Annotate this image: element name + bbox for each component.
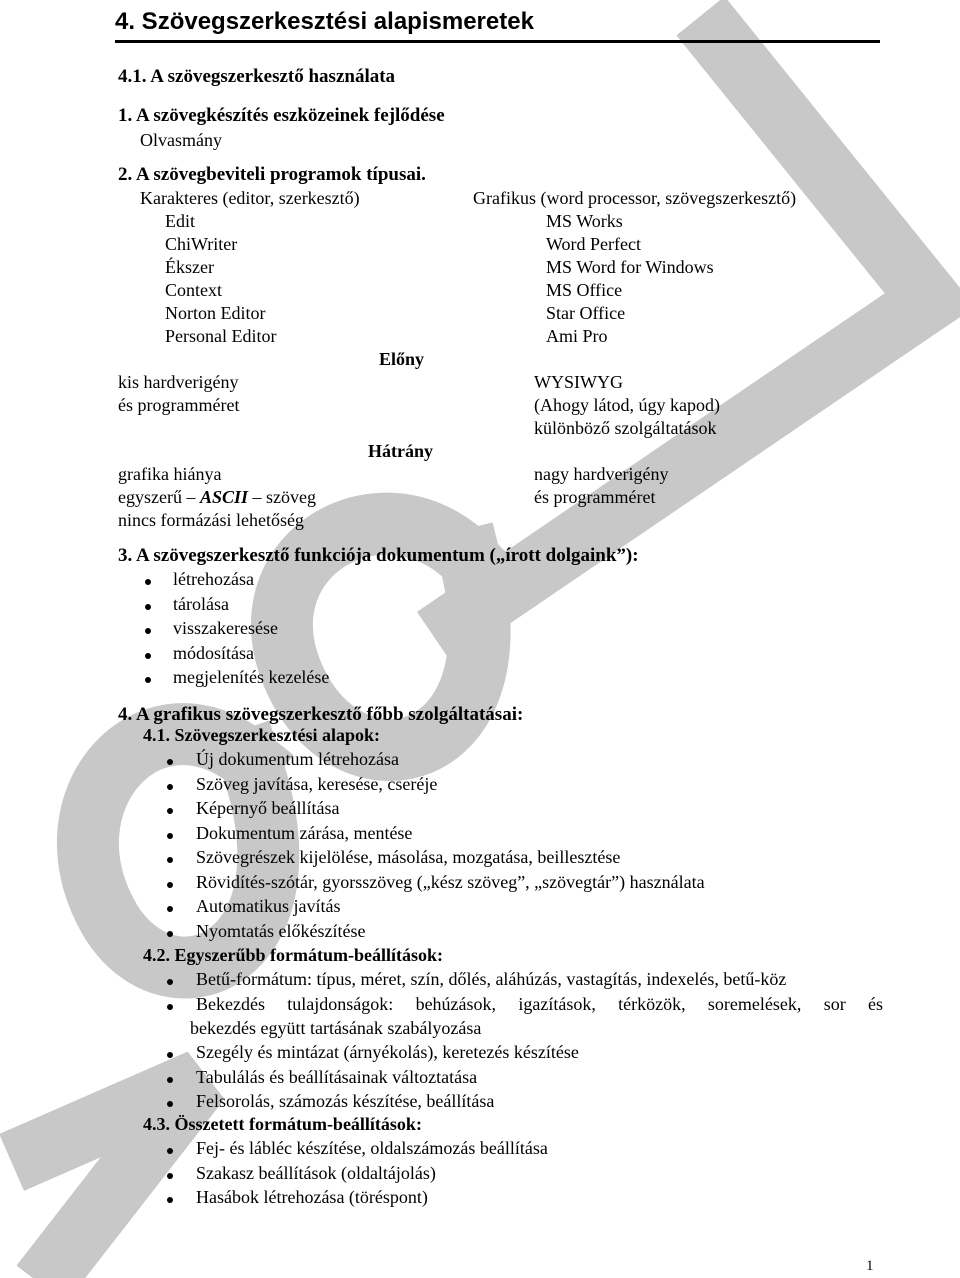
disadvantage-left-text: – szöveg	[252, 487, 316, 507]
list-item: módosítása	[173, 643, 254, 663]
list-item: Automatikus javítás	[196, 896, 341, 916]
list-item: Dokumentum zárása, mentése	[196, 823, 413, 843]
page-title: 4. Szövegszerkesztési alapismeretek	[115, 8, 534, 35]
list-item: Hasábok létrehozása (töréspont)	[196, 1187, 428, 1207]
bullet-dot	[167, 1173, 173, 1179]
bullet-dot	[167, 808, 173, 814]
list-item: Szegély és mintázat (árnyékolás), keretezés készítése	[196, 1042, 579, 1062]
ascii-term: ASCII	[199, 487, 249, 507]
char-editor-item: Norton Editor	[165, 303, 266, 323]
list-item-justified-line: Bekezdés tulajdonságok: behúzások, igazítások, térközök, soremelések, sor és	[196, 994, 883, 1014]
advantage-left-line: kis hardverigény	[118, 372, 239, 392]
disadvantage-right-line: nagy hardverigény	[534, 464, 669, 484]
item-1-title: 1. A szövegkészítés eszközeinek fejlődése	[118, 105, 445, 126]
graphic-editor-item: MS Office	[546, 280, 623, 300]
list-item: Szakasz beállítások (oldaltájolás)	[196, 1163, 436, 1183]
bullet-dot	[167, 784, 173, 790]
advantage-label: Előny	[379, 349, 425, 369]
graphical-editor-header: Grafikus (word processor, szövegszerkesztő)	[473, 188, 797, 208]
char-editor-item: Edit	[165, 211, 195, 231]
section-title-4-1: 4.1. A szövegszerkesztő használata	[118, 66, 396, 87]
character-editor-header: Karakteres (editor, szerkesztő)	[140, 188, 360, 208]
bullet-dot	[167, 882, 173, 888]
list-item: visszakeresése	[173, 618, 278, 638]
bullet-dot	[145, 604, 151, 610]
bullet-dot	[167, 1004, 173, 1010]
watermark-stroke-2	[40, 1080, 200, 1260]
disadvantage-label: Hátrány	[368, 441, 433, 461]
list-item: Nyomtatás előkészítése	[196, 921, 366, 941]
disadvantage-left-line: nincs formázási lehetőség	[118, 510, 304, 530]
graphic-editor-item: MS Word for Windows	[546, 257, 714, 277]
bullet-dot	[145, 628, 151, 634]
title-underline	[115, 40, 880, 43]
subsection-4-1-title: 4.1. Szövegszerkesztési alapok:	[143, 725, 380, 745]
bullet-dot	[145, 653, 151, 659]
advantage-right-line: különböző szolgáltatások	[534, 418, 717, 438]
bullet-dot	[167, 1077, 173, 1083]
list-item: Rövidítés-szótár, gyorsszöveg („kész szöveg”, „szövegtár”) használata	[196, 872, 705, 892]
watermark-stroke-7	[460, 40, 930, 620]
item-4-title: 4. A grafikus szövegszerkesztő főbb szolgáltatásai:	[118, 704, 524, 725]
disadvantage-left-text: egyszerű –	[118, 487, 196, 507]
bullet-dot	[145, 579, 151, 585]
list-item: Felsorolás, számozás készítése, beállítása	[196, 1091, 495, 1111]
disadvantage-left-ascii-line	[118, 487, 316, 508]
subsection-4-2-title: 4.2. Egyszerűbb formátum-beállítások:	[143, 945, 443, 965]
graphic-editor-item: Ami Pro	[546, 326, 608, 346]
char-editor-item: Ékszer	[165, 257, 214, 277]
graphic-editor-item: Star Office	[546, 303, 626, 323]
list-item: tárolása	[173, 594, 229, 614]
bullet-dot	[167, 833, 173, 839]
page-number: 1	[866, 1258, 874, 1274]
list-item: Tabulálás és beállításainak változtatása	[196, 1067, 478, 1087]
list-item: Szöveg javítása, keresése, cseréje	[196, 774, 438, 794]
bullet-dot	[167, 931, 173, 937]
bullet-dot	[145, 677, 151, 683]
bullet-dot	[167, 1101, 173, 1107]
bullet-dot	[167, 1052, 173, 1058]
item-3-title: 3. A szövegszerkesztő funkciója dokumentum („írott dolgaink”):	[118, 545, 639, 566]
bullet-dot	[167, 906, 173, 912]
advantage-right-line: (Ahogy látod, úgy kapod)	[534, 395, 720, 415]
list-item: Fej- és lábléc készítése, oldalszámozás beállítása	[196, 1138, 548, 1158]
list-item: megjelenítés kezelése	[173, 667, 330, 687]
list-item: Új dokumentum létrehozása	[196, 749, 399, 769]
advantage-right-line: WYSIWYG	[534, 372, 623, 392]
bullet-dot	[167, 759, 173, 765]
list-item: Betű-formátum: típus, méret, szín, dőlés, aláhúzás, vastagítás, indexelés, betű-köz	[196, 969, 787, 989]
bullet-dot	[167, 1197, 173, 1203]
graphic-editor-item: MS Works	[546, 211, 623, 231]
bullet-dot	[167, 979, 173, 985]
advantage-left-line: és programméret	[118, 395, 240, 415]
list-item: Képernyő beállítása	[196, 798, 340, 818]
list-item: létrehozása	[173, 569, 254, 589]
item-2-title: 2. A szövegbeviteli programok típusai.	[118, 164, 426, 185]
bullet-dot	[167, 857, 173, 863]
char-editor-item: Context	[165, 280, 222, 300]
list-item: Szövegrészek kijelölése, másolása, mozgatása, beillesztése	[196, 847, 621, 867]
graphic-editor-item: Word Perfect	[546, 234, 642, 254]
item-1-note: Olvasmány	[140, 130, 222, 150]
list-item-continuation: bekezdés együtt tartásának szabályozása	[190, 1018, 482, 1038]
char-editor-item: ChiWriter	[165, 234, 238, 254]
char-editor-item: Personal Editor	[165, 326, 277, 346]
bullet-dot	[167, 1148, 173, 1154]
disadvantage-right-line: és programméret	[534, 487, 656, 507]
disadvantage-left-line: grafika hiánya	[118, 464, 222, 484]
subsection-4-3-title: 4.3. Összetett formátum-beállítások:	[143, 1114, 422, 1134]
